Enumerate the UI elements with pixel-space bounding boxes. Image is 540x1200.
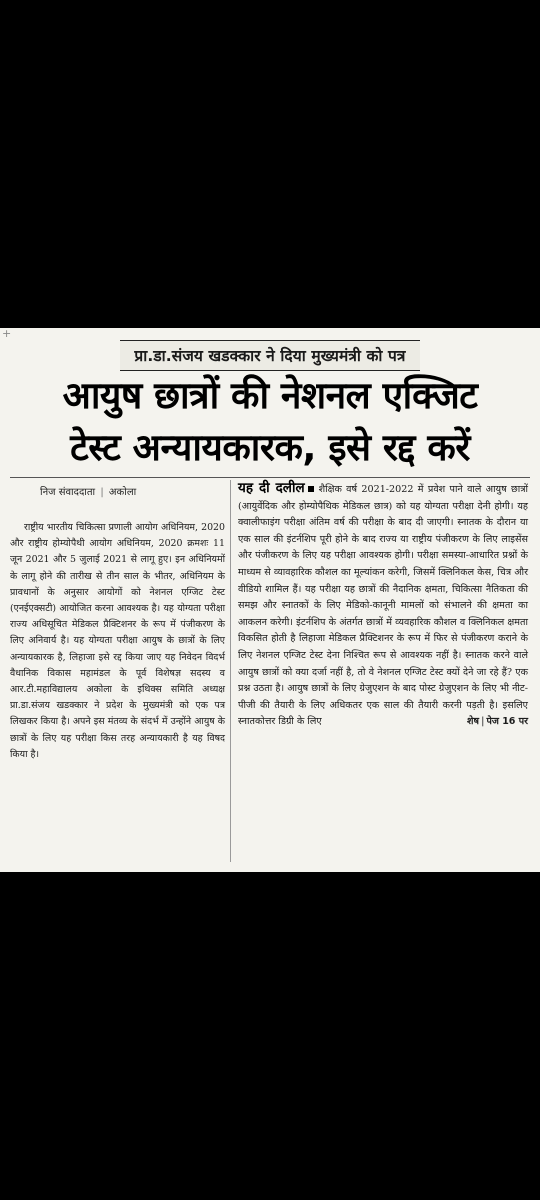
byline-separator: |	[100, 487, 104, 498]
newspaper-clipping	[0, 328, 540, 872]
left-column	[10, 480, 225, 864]
continued-marker	[467, 714, 528, 731]
continued-label: शेष	[467, 716, 479, 728]
kicker-container	[0, 340, 540, 371]
left-column-body: राष्ट्रीय भारतीय चिकित्सा प्रणाली आयोग अधिनियम, 2020 और राष्ट्रीय होम्योपैथी आयोग अधिनियम, 2020 क्रमशः 11 जून 2021 और 5 जुलाई 2021 से लागू हुए। इन अधिनियमों के लागू होने की तारीख से तीन साल के भीतर, अधिनियम के प्रावधानों के अनुसार आयोगों को नेशनल एग्जिट टेस्ट (एनईएक्सटी) आयोजित करना आवश्यक है। यह योग्यता परीक्षा राज्य अधिसूचित मेडिकल प्रैक्टिशनर के रूप में पंजीकरण के लिए अनिवार्य है। यह योग्यता परीक्षा आयुष के छात्रों के लिए अन्यायकारक है, लिहाजा इसे रद्द किया जाए यह निवेदन विदर्भ वैधानिक विकास महामंडल के पूर्व विशेषज्ञ सदस्य व आर.टी.महाविद्यालय अकोला के इथिक्स समिति अध्यक्ष प्रा.डा.संजय खडक्कार ने प्रदेश के मुख्यमंत्री को एक पत्र लिखकर किया है। अपने इस मंतव्य के संदर्भ में उन्होंने आयुष के छात्रों के लिए यह परीक्षा किस तरह अन्यायकारी है यह विषद किया है।	[10, 522, 225, 760]
byline	[40, 486, 225, 499]
right-column	[238, 480, 528, 864]
headline-line-1: आयुष छात्रों की नेशनल एक्जिट	[62, 374, 478, 417]
right-column-body	[238, 480, 528, 731]
headline-rule	[10, 477, 530, 478]
kicker-strap: प्रा.डा.संजय खडक्कार ने दिया मुख्यमंत्री को पत्र	[120, 340, 419, 371]
square-bullet-icon	[308, 486, 314, 492]
crop-mark: +	[2, 328, 12, 340]
continued-page: पेज 16 पर	[486, 716, 528, 728]
side-label: यह दी दलील	[238, 480, 305, 496]
byline-city: अकोला	[108, 487, 137, 498]
column-divider	[230, 480, 231, 862]
continued-separator: |	[480, 716, 485, 728]
right-column-text: शैक्षिक वर्ष 2021-2022 में प्रवेश पाने वाले आयुष छात्रों (आयुर्वेदिक और होम्योपैथिक मेडिकल छात्र) को यह योग्यता परीक्षा देनी होगी। यह क्वालीफाइंग परीक्षा अंतिम वर्ष की परीक्षा के बाद दी जाएगी। स्नातक के दौरान या एक साल की इंटर्नशिप पूरी होने के बाद राज्य या राष्ट्रीय पंजीकरण के लिए लाइसेंस और पंजीकरण के लिए यह परीक्षा आवश्यक होगी। परीक्षा समस्या-आधारित प्रश्नों के माध्यम से व्यावहारिक कौशल का मूल्यांकन करेगी, जिसमें क्लिनिकल केस, चित्र और वीडियो शामिल हैं। यह परीक्षा यह छात्रों की नैदानिक क्षमता, चिकित्सा नैतिकता की समझ और स्नातकों के लिए मेडिको-कानूनी मामलों को संभालने की क्षमता का आकलन करेगी। इंटर्नशिप के अंतर्गत छात्रों में व्यवहारिक कौशल व क्लिनिकल क्षमता विकसित होती है लिहाजा मेडिकल प्रैक्टिशनर के रूप में फिर से पंजीकरण कराने के लिए नेशनल एग्जिट टेस्ट देना निश्चित रूप से आवश्यक नहीं है। स्नातक करने वाले आयुष छात्रों को क्या दर्जा नहीं है, तो वे नेशनल एग्जिट टेस्ट क्यों देने जा रहे हैं? एक प्रश्न उठता है। आयुष छात्रों के लिए ग्रेजुएशन के बाद पोस्ट ग्रेजुएशन के लिए भी नीट- पीजी की तैयारी के लिए अधिकतर एक साल की तैयारी करनी पड़ती है। इसलिए स्नातकोत्तर डिग्री के लिए	[238, 484, 528, 728]
byline-reporter: निज संवाददाता	[40, 487, 96, 498]
headline-line-2: टेस्ट अन्यायकारक, इसे रद्द करें	[70, 426, 470, 469]
